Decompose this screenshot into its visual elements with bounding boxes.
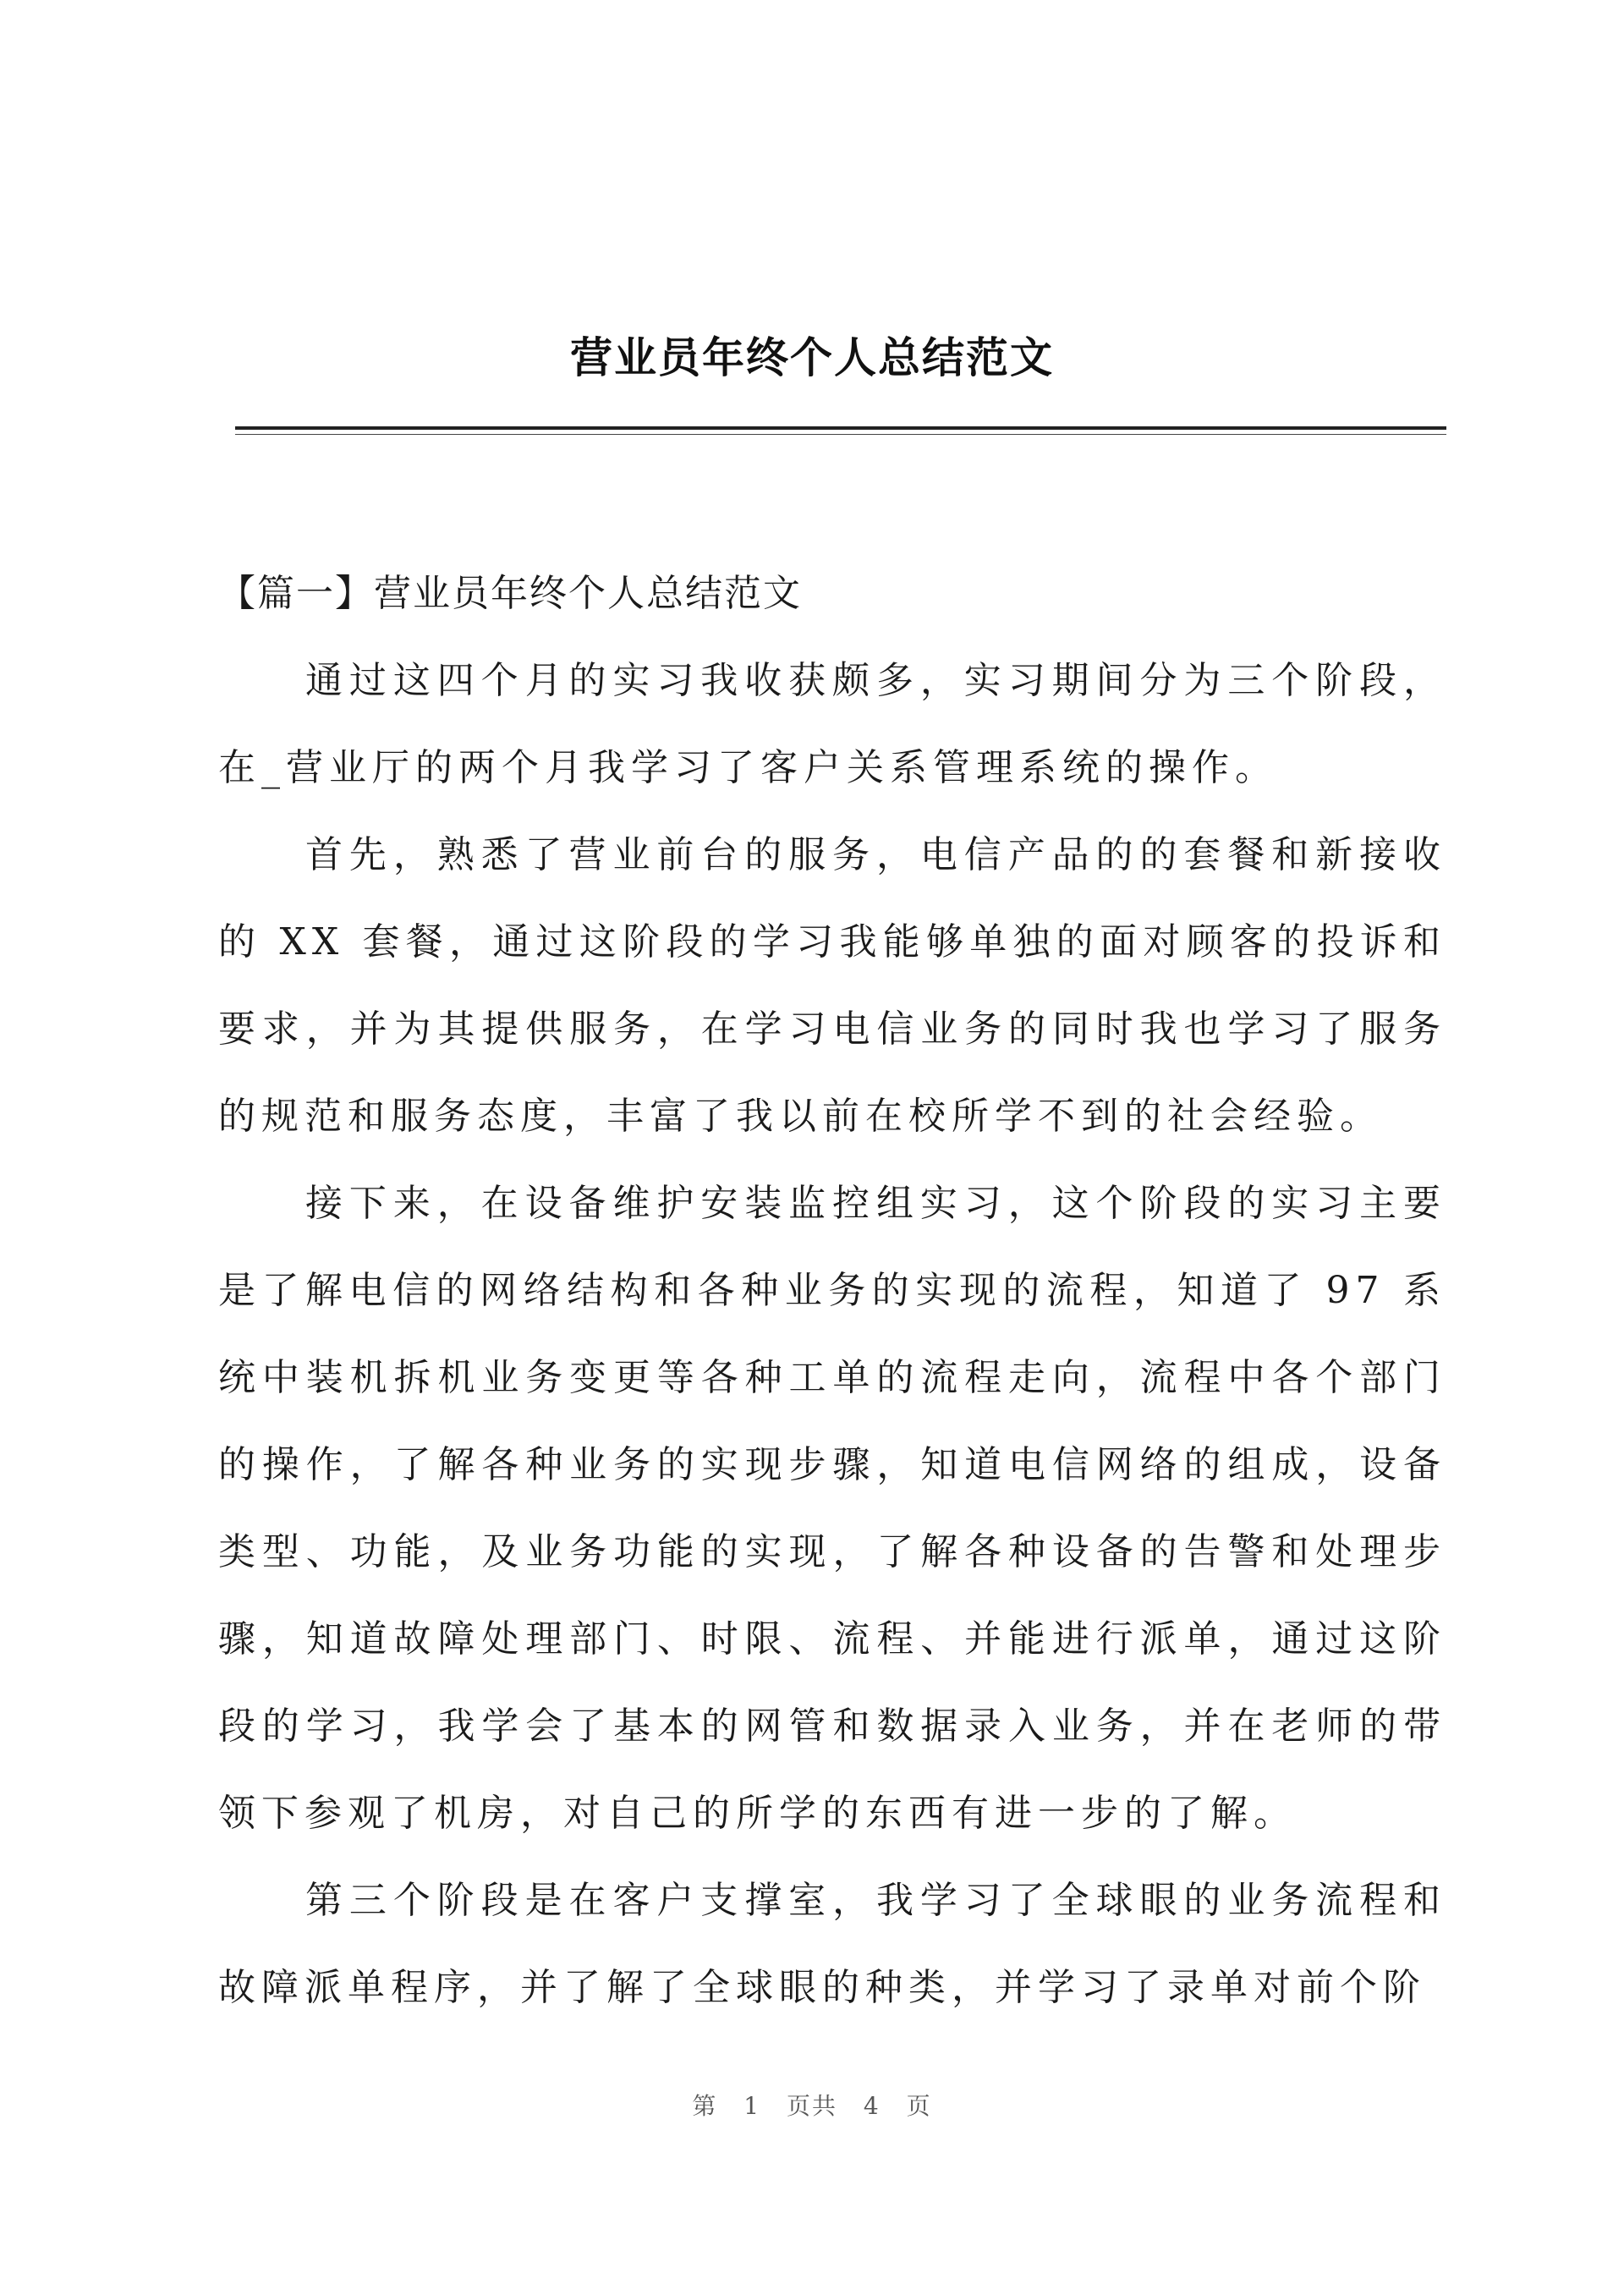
section-heading: 【篇一】营业员年终个人总结范文 <box>218 572 802 615</box>
paragraph-2: 首先，熟悉了营业前台的服务，电信产品的的套餐和新接收的 XX 套餐，通过这阶段的学习我能够单独的面对顾客的投诉和要求，并为其提供服务，在学习电信业务的同时我也学习了服务的规范和服务态度，丰富了我以前在校所学不到的社会经验。 <box>218 833 1446 1138</box>
page-number-footer: 第 1 页共 4 页 <box>692 2092 932 2120</box>
document-body <box>218 550 1446 2031</box>
paragraph-3: 接下来，在设备维护安装监控组实习，这个阶段的实习主要是了解电信的网络结构和各种业务的实现的流程，知道了 97 系统中装机拆机业务变更等各种工单的流程走向，流程中各个部门的操作，了解各种业务的实现步骤，知道电信网络的组成，设备类型、功能，及业务功能的实现，了解各种设备的告警和处理步骤，知道故障处理部门、时限、流程、并能进行派单，通过这阶段的学习，我学会了基本的网管和数据录入业务，并在老师的带领下参观了机房，对自己的所学的东西有进一步的了解。 <box>218 1182 1446 1835</box>
title-divider-thin <box>235 434 1446 435</box>
paragraph-1: 通过这四个月的实习我收获颇多，实习期间分为三个阶段，在_营业厅的两个月我学习了客户关系管理系统的操作。 <box>218 659 1446 789</box>
title-divider-thick <box>235 426 1446 430</box>
document-title: 营业员年终个人总结范文 <box>570 333 1054 382</box>
paragraph-4: 第三个阶段是在客户支撑室，我学习了全球眼的业务流程和故障派单程序，并了解了全球眼的种类，并学习了录单对前个阶 <box>218 1879 1446 2009</box>
